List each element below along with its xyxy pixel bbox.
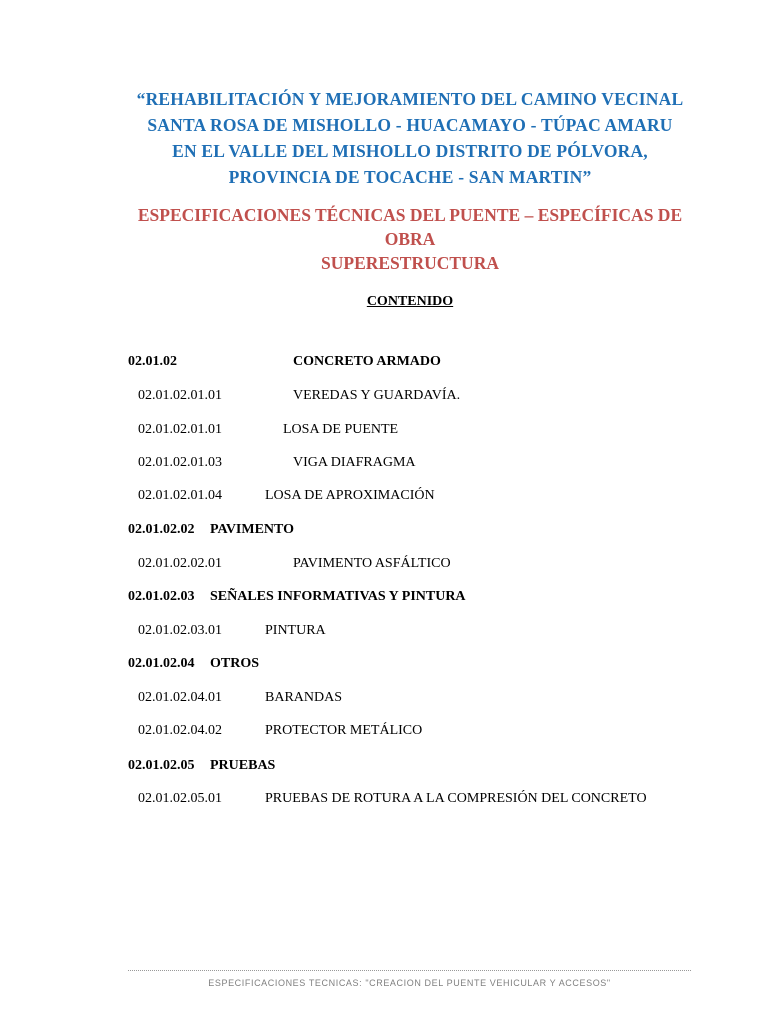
toc-code: 02.01.02.04 [128, 656, 195, 671]
toc-label: PRUEBAS [210, 758, 276, 773]
toc-code: 02.01.02.05.01 [138, 791, 222, 806]
subtitle-line-3: SUPERESTRUCTURA [321, 253, 499, 273]
toc-code: 02.01.02.01.01 [138, 422, 222, 437]
toc-label: OTROS [210, 656, 260, 671]
document-title [110, 86, 710, 190]
toc-code: 02.01.02.01.03 [138, 455, 222, 470]
page-footer: ESPECIFICACIONES TECNICAS: "CREACION DEL PUENTE VEHICULAR Y ACCESOS" [208, 978, 611, 988]
toc-label: PAVIMENTO [210, 522, 295, 537]
toc-code: 02.01.02.05 [128, 758, 195, 773]
toc-label: PROTECTOR METÁLICO [265, 723, 423, 738]
toc-label: PINTURA [265, 623, 326, 638]
toc-label: VIGA DIAFRAGMA [293, 455, 416, 470]
toc-label: PAVIMENTO ASFÁLTICO [293, 556, 451, 571]
toc-code: 02.01.02.02.01 [138, 556, 222, 571]
toc-code: 02.01.02.01.01 [138, 388, 222, 403]
toc-code: 02.01.02.01.04 [138, 488, 222, 503]
toc-code: 02.01.02.02 [128, 522, 195, 537]
toc-label: LOSA DE APROXIMACIÓN [265, 488, 435, 503]
toc-label: SEÑALES INFORMATIVAS Y PINTURA [210, 589, 466, 604]
contents-heading: CONTENIDO [366, 294, 454, 309]
title-line-3: EN EL VALLE DEL MISHOLLO DISTRITO DE PÓLVORA, [172, 141, 648, 161]
toc-label: PRUEBAS DE ROTURA A LA COMPRESIÓN DEL CONCRETO [265, 791, 647, 806]
title-line-2: SANTA ROSA DE MISHOLLO - HUACAMAYO - TÚPAC AMARU [147, 115, 673, 135]
subtitle-line-1: ESPECIFICACIONES TÉCNICAS DEL PUENTE – ESPECÍFICAS DE [137, 205, 683, 225]
title-line-1: “REHABILITACIÓN Y MEJORAMIENTO DEL CAMINO VECINAL [136, 89, 684, 109]
toc-code: 02.01.02.03.01 [138, 623, 222, 638]
toc-code: 02.01.02 [128, 354, 177, 369]
toc-code: 02.01.02.04.02 [138, 723, 222, 738]
toc-code: 02.01.02.04.01 [138, 690, 222, 705]
toc-label: VEREDAS Y GUARDAVÍA. [293, 388, 461, 403]
subtitle-line-2: OBRA [384, 229, 436, 249]
footer-divider [128, 970, 691, 971]
toc-label: BARANDAS [265, 690, 343, 705]
title-line-4: PROVINCIA DE TOCACHE - SAN MARTIN” [228, 167, 592, 187]
toc-label: LOSA DE PUENTE [283, 422, 399, 437]
section-subtitle [110, 203, 710, 275]
toc-label: CONCRETO ARMADO [293, 354, 441, 369]
toc-code: 02.01.02.03 [128, 589, 195, 604]
